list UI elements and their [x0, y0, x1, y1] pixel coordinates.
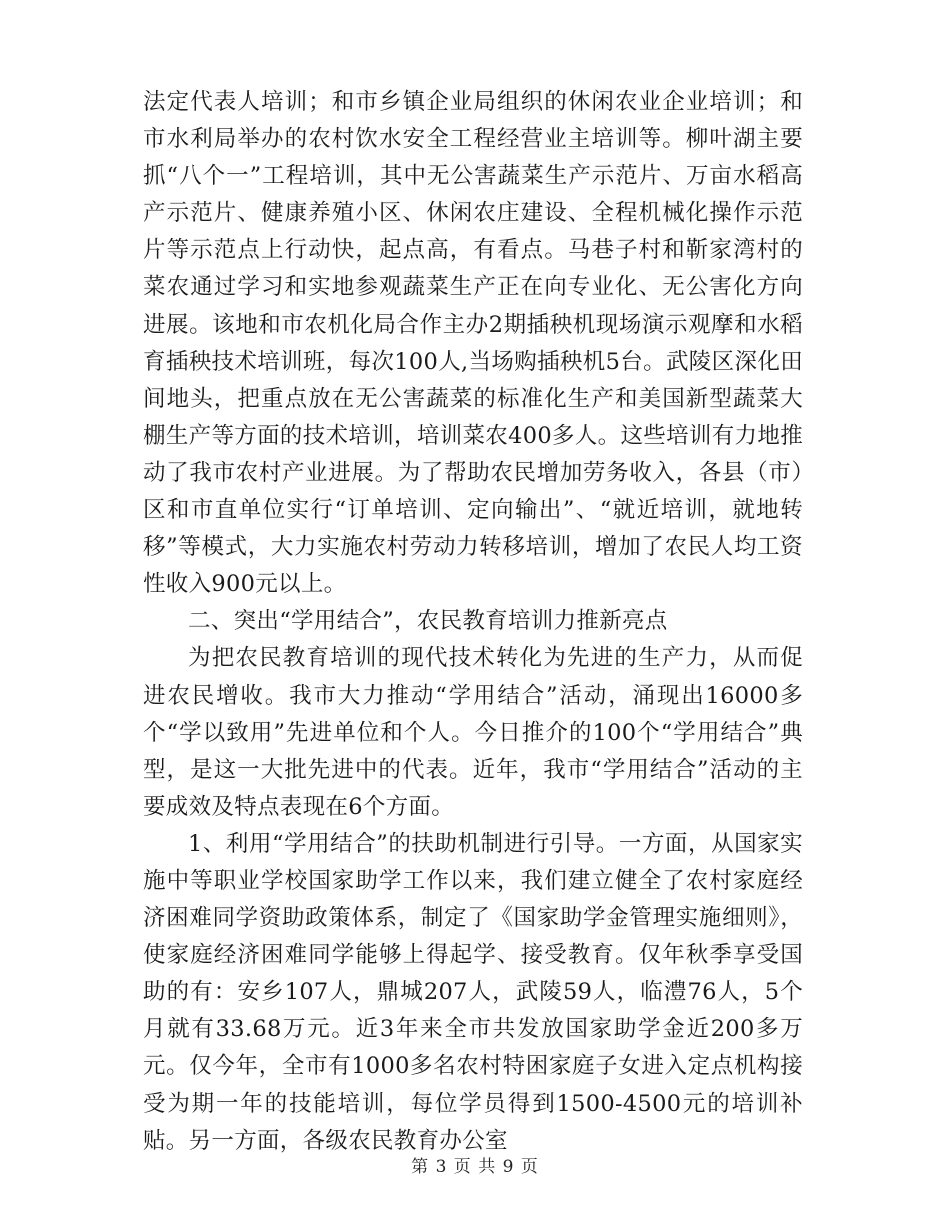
- paragraph: 为把农民教育培训的现代技术转化为先进的生产力，从而促进农民增收。我市大力推动“学用结合”活动，涌现出16000多个“学以致用”先进单位和个人。今日推介的100个“学用结合”典型，是这一大批先进中的代表。近年，我市“学用结合”活动的主要成效及特点表现在6个方面。: [143, 645, 803, 820]
- document-body: [143, 84, 803, 1160]
- paragraph-continued: 法定代表人培训；和市乡镇企业局组织的休闲农业企业培训；和市水利局举办的农村饮水安全工程经营业主培训等。柳叶湖主要抓“八个一”工程培训，其中无公害蔬菜生产示范片、万亩水稻高产示范片、健康养殖小区、休闲农庄建设、全程机械化操作示范片等示范点上行动快，起点高，有看点。马巷子村和靳家湾村的菜农通过学习和实地参观蔬菜生产正在向专业化、无公害化方向进展。该地和市农机化局合作主办2期插秧机现场演示观摩和水稻育插秧技术培训班，每次100人,当场购插秧机5台。武陵区深化田间地头，把重点放在无公害蔬菜的标准化生产和美国新型蔬菜大棚生产等方面的技术培训，培训菜农400多人。这些培训有力地推动了我市农村产业进展。为了帮助农民增加劳务收入，各县（市）区和市直单位实行“订单培训、定向输出”、“就近培训，就地转移”等模式，大力实施农村劳动力转移培训，增加了农民人均工资性收入900元以上。: [143, 89, 803, 598]
- page-footer: 第 3 页 共 9 页: [411, 1157, 539, 1177]
- section-heading: 二、突出“学用结合”，农民教育培训力推新亮点: [188, 608, 668, 635]
- paragraph: 1、利用“学用结合”的扶助机制进行引导。一方面，从国家实施中等职业学校国家助学工作以来，我们建立健全了农村家庭经济困难同学资助政策体系，制定了《国家助学金管理实施细则》，使家庭经济困难同学能够上得起学、接受教育。仅年秋季享受国助的有：安乡107人，鼎城207人，武陵59人，临澧76人，5个月就有33.68万元。近3年来全市共发放国家助学金近200多万元。仅今年，全市有1000多名农村特困家庭子女进入定点机构接受为期一年的技能培训，每位学员得到1500-4500元的培训补贴。另一方面，各级农民教育办公室: [143, 830, 803, 1154]
